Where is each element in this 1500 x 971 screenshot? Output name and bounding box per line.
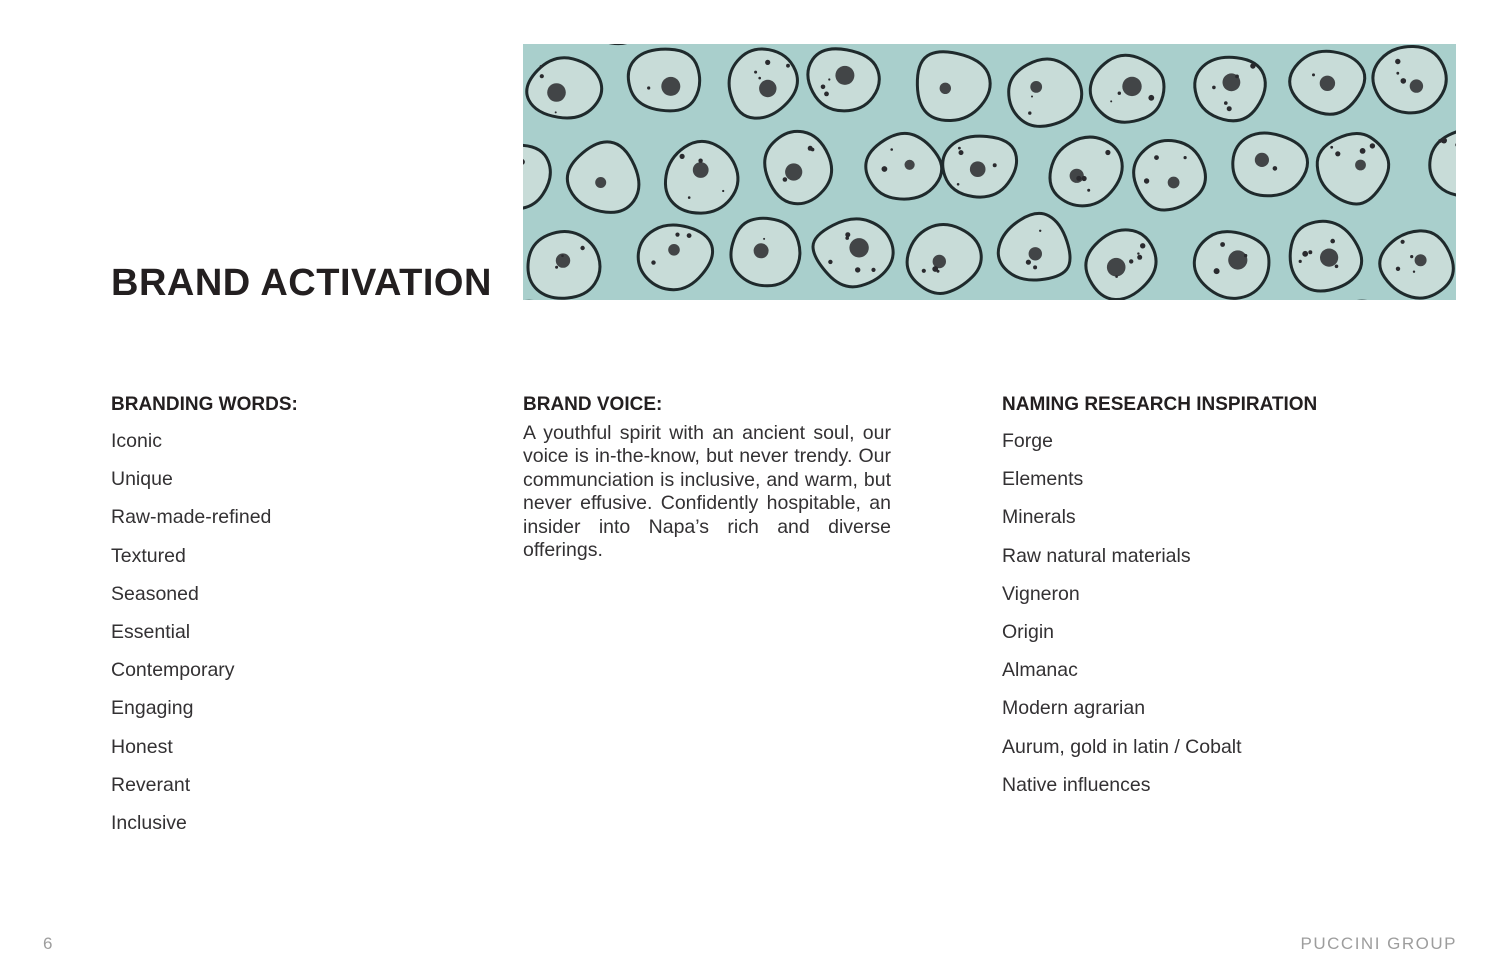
pattern-speck: [958, 147, 961, 150]
naming-inspiration-item: Native influences: [1002, 773, 1151, 796]
pattern-cell-nucleus: [1355, 160, 1366, 171]
pattern-speck: [1395, 59, 1400, 64]
naming-inspiration-item: Vigneron: [1002, 582, 1080, 605]
pattern-speck: [1140, 243, 1145, 248]
pattern-speck: [993, 163, 997, 167]
pattern-cell-nucleus: [759, 80, 776, 97]
pattern-speck: [540, 65, 543, 68]
naming-inspiration-item: Minerals: [1002, 506, 1076, 529]
branding-word-item: Unique: [111, 468, 173, 491]
pattern-speck: [828, 78, 830, 80]
pattern-cell-nucleus: [754, 243, 769, 258]
branding-word-item: Inclusive: [111, 811, 187, 834]
naming-inspiration-item: Origin: [1002, 620, 1055, 643]
pattern-cell-nucleus: [1320, 249, 1338, 267]
pattern-speck: [1312, 73, 1315, 76]
branding-word-item: Seasoned: [111, 582, 199, 605]
pattern-cell-nucleus: [1168, 177, 1180, 189]
pattern-cell-nucleus: [1029, 247, 1042, 260]
pattern-speck: [1370, 143, 1375, 148]
pattern-cell-nucleus: [693, 162, 709, 178]
pattern-speck: [1110, 100, 1112, 102]
pattern-speck: [1214, 268, 1220, 274]
pattern-cell-nucleus: [668, 244, 680, 256]
pattern-speck: [1302, 251, 1308, 257]
company-name: PUCCINI GROUP: [1300, 934, 1457, 953]
pattern-cell-nucleus: [849, 238, 868, 257]
pattern-speck: [1118, 92, 1121, 95]
naming-research-heading: NAMING RESEARCH INSPIRATION: [1002, 394, 1318, 415]
brand-voice-section: [523, 394, 891, 562]
pattern-speck: [828, 260, 832, 264]
pattern-speck: [1308, 250, 1312, 254]
branding-word-item: Honest: [111, 735, 173, 758]
naming-inspiration-item: Modern agrarian: [1002, 697, 1146, 720]
pattern-speck: [1148, 95, 1154, 101]
naming-inspiration-item: Forge: [1002, 430, 1053, 452]
branding-word-item: Reverant: [111, 773, 191, 796]
naming-research-section: [1002, 394, 1422, 804]
pattern-speck: [1212, 86, 1216, 90]
pattern-speck: [1224, 101, 1228, 105]
pattern-speck: [1115, 275, 1118, 278]
pattern-cell-nucleus: [1228, 250, 1247, 269]
pattern-speck: [647, 86, 650, 89]
pattern-speck: [688, 196, 691, 199]
branding-word-item: Contemporary: [111, 659, 235, 682]
pattern-speck: [1087, 189, 1090, 192]
pattern-speck: [1401, 78, 1407, 84]
pattern-speck: [561, 255, 564, 258]
pattern-speck: [1335, 265, 1339, 269]
pattern-speck: [1401, 240, 1405, 244]
pattern-cell-nucleus: [835, 66, 854, 85]
branding-word-item: Raw-made-refined: [111, 506, 272, 529]
pattern-speck: [580, 246, 584, 250]
pattern-speck: [1028, 111, 1031, 114]
pattern-speck: [765, 60, 770, 65]
branding-word-item: Engaging: [111, 697, 194, 720]
pattern-speck: [1227, 106, 1232, 111]
pattern-speck: [957, 183, 960, 186]
branding-word-item: Textured: [111, 544, 186, 567]
pattern-speck: [871, 268, 875, 272]
branding-word-item: Essential: [111, 620, 191, 643]
page-number: 6: [43, 934, 53, 953]
pattern-cell-nucleus: [1030, 81, 1042, 93]
pattern-speck: [1082, 176, 1087, 181]
pattern-speck: [722, 190, 724, 192]
pattern-speck: [1330, 239, 1335, 244]
pattern-speck: [821, 85, 826, 90]
pattern-speck: [540, 74, 544, 78]
brand-voice-text: A youthful spirit with an ancient soul, our voice is in-the-know, but never trendy. Our communciation is inclusive, and warm, but never effusive. Confidently hospitable, an insider into Napa’s rich and diverse offerings.: [523, 422, 891, 562]
pattern-speck: [1410, 255, 1413, 258]
pattern-speck: [1413, 271, 1415, 273]
naming-inspiration-item: Aurum, gold in latin / Cobalt: [1002, 735, 1242, 758]
pattern-cell: [1009, 59, 1082, 126]
pattern-speck: [555, 266, 558, 269]
pattern-speck: [758, 77, 761, 80]
naming-inspiration-item: Almanac: [1002, 659, 1078, 682]
pattern-speck: [824, 92, 829, 97]
pattern-speck: [1031, 96, 1033, 98]
pattern-speck: [1137, 252, 1139, 254]
pattern-speck: [1244, 254, 1247, 257]
pattern-speck: [1299, 260, 1302, 263]
pattern-cell: [1233, 133, 1308, 196]
pattern-speck: [680, 154, 685, 159]
pattern-cell-nucleus: [1070, 169, 1084, 183]
pattern-cell-nucleus: [1255, 153, 1269, 167]
naming-research-list: [1002, 422, 1422, 804]
pattern-speck: [882, 166, 888, 172]
pattern-speck: [1396, 72, 1399, 75]
pattern-cell-nucleus: [1107, 258, 1126, 277]
cellular-pattern-image: [523, 44, 1456, 300]
pattern-speck: [1105, 150, 1110, 155]
pattern-cell-nucleus: [1415, 254, 1427, 266]
pattern-cell-nucleus: [1320, 76, 1335, 91]
branding-words-list: [111, 422, 441, 842]
pattern-speck: [1250, 63, 1255, 68]
branding-words-section: [111, 394, 441, 842]
pattern-speck: [651, 260, 655, 264]
pattern-speck: [555, 111, 557, 113]
pattern-speck: [1360, 148, 1366, 154]
pattern-cell-nucleus: [940, 83, 951, 94]
pattern-speck: [754, 71, 757, 74]
pattern-speck: [1220, 242, 1225, 247]
branding-words-heading: BRANDING WORDS:: [111, 394, 298, 415]
pattern-speck: [855, 267, 860, 272]
pattern-speck: [786, 64, 790, 68]
pattern-speck: [811, 148, 815, 152]
pattern-speck: [1335, 151, 1340, 156]
pattern-speck: [1273, 166, 1278, 171]
pattern-speck: [1076, 176, 1081, 181]
pattern-cell-nucleus: [1410, 79, 1423, 92]
pattern-speck: [1144, 178, 1149, 183]
pattern-cell-nucleus: [547, 83, 566, 102]
pattern-cell: [1134, 140, 1206, 210]
pattern-speck: [1026, 260, 1031, 265]
pattern-speck: [687, 233, 692, 238]
pattern-speck: [1154, 155, 1159, 160]
pattern-speck: [845, 232, 850, 237]
naming-inspiration-item: Raw natural materials: [1002, 544, 1191, 567]
pattern-speck: [890, 148, 893, 151]
pattern-speck: [1137, 255, 1142, 260]
pattern-cell: [1373, 46, 1446, 112]
pattern-cell-nucleus: [595, 177, 606, 188]
pattern-speck: [783, 177, 788, 182]
pattern-cell-nucleus: [905, 160, 915, 170]
pattern-speck: [1441, 138, 1447, 144]
pattern-cell-nucleus: [970, 161, 986, 177]
pattern-speck: [698, 159, 702, 163]
pattern-speck: [1235, 75, 1239, 79]
pattern-speck: [1129, 259, 1133, 263]
page-title: BRAND ACTIVATION: [111, 262, 492, 304]
pattern-speck: [1039, 230, 1041, 232]
pattern-speck: [1396, 267, 1400, 271]
pattern-speck: [922, 269, 926, 273]
pattern-cell-nucleus: [785, 163, 802, 180]
pattern-speck: [763, 238, 765, 240]
pattern-speck: [1033, 265, 1037, 269]
pattern-speck: [932, 266, 938, 272]
pattern-speck: [1184, 156, 1187, 159]
pattern-speck: [1330, 146, 1333, 149]
naming-inspiration-item: Elements: [1002, 468, 1084, 491]
brand-voice-heading: BRAND VOICE:: [523, 394, 663, 415]
pattern-speck: [959, 150, 964, 155]
pattern-speck: [675, 233, 679, 237]
pattern-cell-nucleus: [1122, 77, 1141, 96]
cellular-pattern-graphic: [523, 44, 1456, 300]
pattern-cell-nucleus: [661, 77, 680, 96]
branding-word-item: Iconic: [111, 430, 162, 452]
